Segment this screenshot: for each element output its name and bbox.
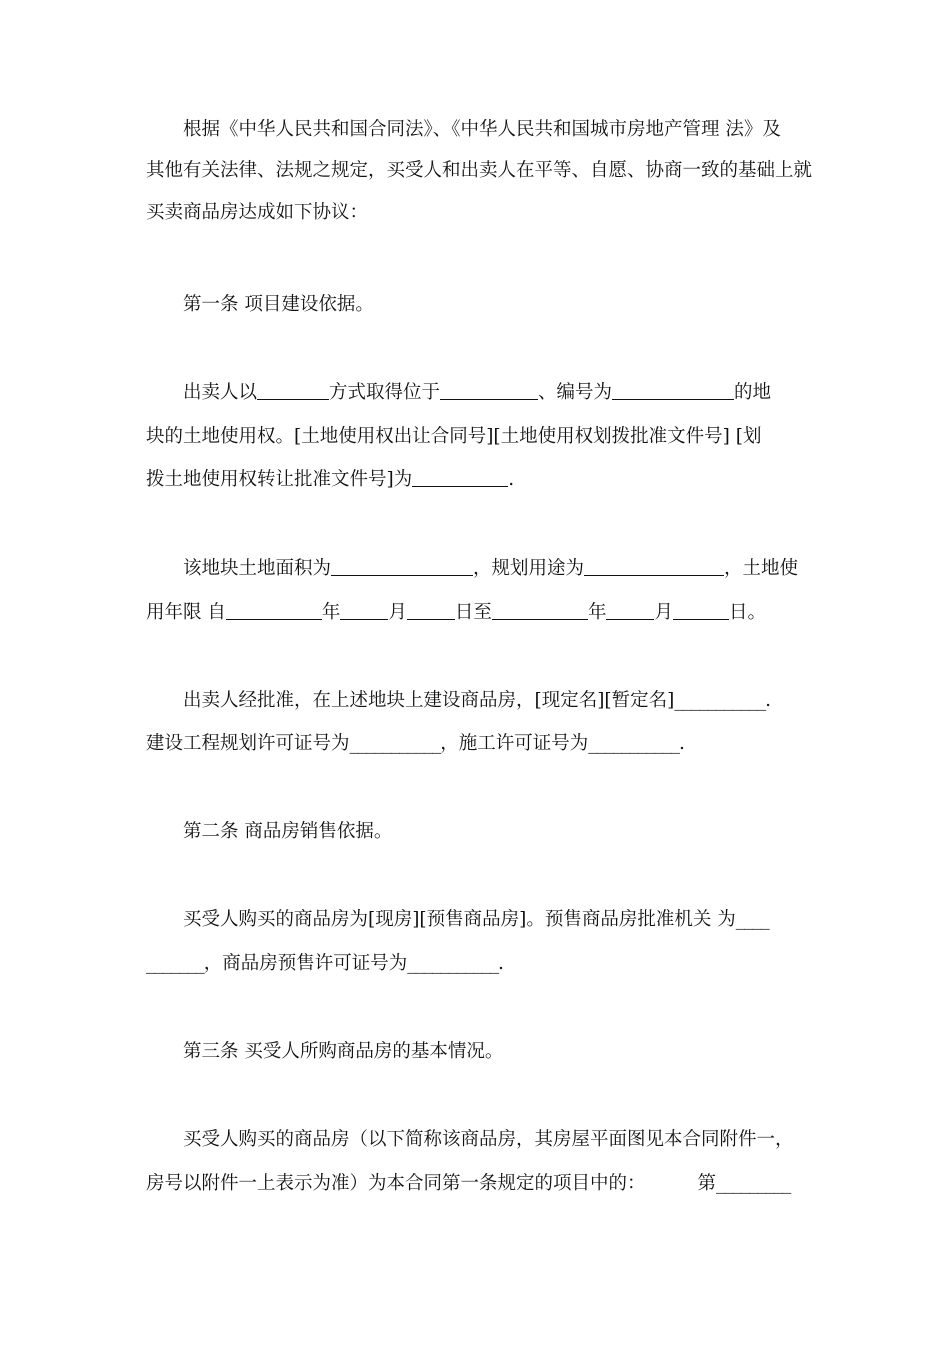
text: . (498, 953, 504, 974)
fill-in-blank (226, 601, 322, 620)
text: 、编号为 (538, 382, 613, 403)
underscore-blank: ___________ (407, 953, 499, 974)
article-3-para-1-line-2 (146, 1172, 806, 1196)
text: ，土地使 (724, 558, 799, 579)
article-2-title: 第二条 商品房销售依据。 (183, 821, 393, 842)
text: 日至 (454, 602, 492, 623)
article-1-para-2-line-2 (146, 601, 806, 625)
fill-in-blank (331, 557, 473, 576)
underscore-blank: _________ (716, 1173, 791, 1194)
text: 拨土地使用权转让批准文件号]为 (146, 469, 413, 490)
fill-in-blank (412, 468, 508, 487)
article-1-para-3-line-2 (146, 732, 806, 756)
text: 出卖人以 (183, 382, 258, 403)
text: ，商品房预售许可证号为 (203, 953, 408, 974)
preamble-line-2: 其他有关法律、法规之规定，买受人和出卖人在平等、自愿、协商一致的基础上就 (146, 160, 813, 181)
text: . (508, 469, 515, 490)
text: 买受人购买的商品房为[现房][预售商品房]。预售商品房批准机关 为 (183, 909, 736, 930)
fill-in-blank (612, 381, 734, 400)
underscore-blank: _______ (146, 953, 204, 974)
fill-in-blank (673, 601, 729, 620)
fill-in-blank (606, 601, 654, 620)
text: . (765, 690, 772, 711)
article-2-para-1-line-2 (146, 952, 806, 976)
text: 年 (587, 602, 607, 623)
fill-in-blank (257, 381, 329, 400)
text: . (679, 733, 685, 754)
article-1-para-1-line-1 (183, 381, 806, 405)
article-1-para-3-line-1 (183, 689, 806, 713)
preamble-line-1: 根据《中华人民共和国合同法》、《中华人民共和国城市房地产管理 法》及 (183, 119, 781, 140)
text: 建设工程规划许可证号为 (146, 733, 350, 754)
article-1-para-2-line-1 (183, 557, 806, 581)
underscore-blank: ____ (735, 909, 769, 930)
text: 该地块土地面积为 (183, 558, 332, 579)
fill-in-blank (340, 601, 388, 620)
text: ，施工许可证号为 (440, 733, 589, 754)
text: ，规划用途为 (473, 558, 585, 579)
preamble-line-3: 买卖商品房达成如下协议： (146, 202, 369, 223)
text: 月 (388, 602, 407, 623)
article-3-title: 第三条 买受人所购商品房的基本情况。 (183, 1041, 504, 1062)
text: 出卖人经批准，在上述地块上建设商品房，[现定名][暂定名] (183, 690, 675, 711)
article-1-para-1-line-3 (146, 468, 806, 492)
text: 第 (697, 1173, 717, 1194)
text: 方式取得位于 (329, 382, 441, 403)
fill-in-blank (407, 601, 455, 620)
fill-in-blank (492, 601, 588, 620)
article-1-para-1-line-2: 块的土地使用权。[土地使用权出让合同号][土地使用权划拨批准文件号] [划 (146, 426, 762, 447)
fill-in-blank (584, 557, 724, 576)
text: 房号以附件一上表示为准）为本合同第一条规定的项目中的： (146, 1173, 646, 1194)
text: 月 (654, 602, 673, 623)
article-1-title: 第一条 项目建设依据。 (183, 294, 374, 315)
text: 日。 (728, 602, 766, 623)
text: 的地 (734, 382, 772, 403)
article-2-para-1-line-1 (183, 908, 806, 932)
underscore-blank: ___________ (674, 690, 766, 711)
text: 年 (321, 602, 341, 623)
underscore-blank: ___________ (588, 733, 680, 754)
underscore-blank: ___________ (349, 733, 441, 754)
text: 用年限 自 (146, 602, 226, 623)
article-3-para-1-line-1: 买受人购买的商品房（以下简称该商品房，其房屋平面图见本合同附件一， (183, 1129, 794, 1150)
fill-in-blank (440, 381, 538, 400)
